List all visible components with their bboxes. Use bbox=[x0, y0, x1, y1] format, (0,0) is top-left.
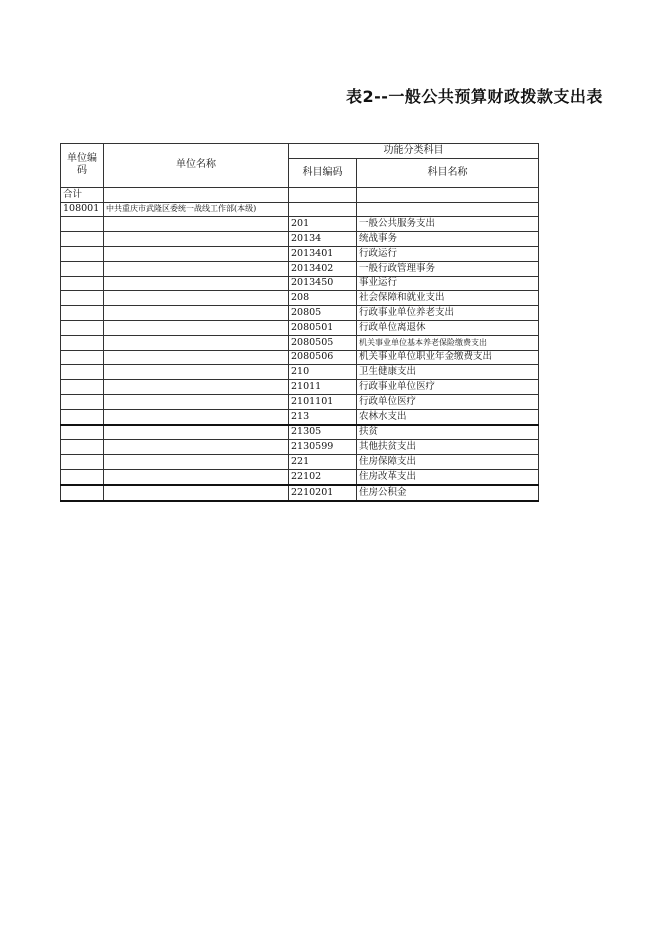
subject-name-cell: 住房公积金 bbox=[357, 485, 539, 501]
subject-code-cell: 2080505 bbox=[289, 335, 357, 350]
unit-code-cell: 108001 bbox=[61, 202, 104, 217]
table-row bbox=[61, 335, 539, 350]
unit-row bbox=[61, 202, 539, 217]
subject-code-header: 科目编码 bbox=[289, 158, 357, 187]
subject-code-cell: 210 bbox=[289, 365, 357, 380]
unit-name-cell: 中共重庆市武隆区委统一战线工作部(本级) bbox=[104, 202, 289, 217]
subject-name-cell: 一般公共服务支出 bbox=[357, 217, 539, 232]
subject-code-cell: 2210201 bbox=[289, 485, 357, 501]
table-row bbox=[61, 469, 539, 484]
subject-name-cell: 住房改革支出 bbox=[357, 469, 539, 484]
table-row bbox=[61, 261, 539, 276]
subject-name-cell: 扶贫 bbox=[357, 425, 539, 440]
table-row bbox=[61, 217, 539, 232]
subject-name-cell: 卫生健康支出 bbox=[357, 365, 539, 380]
subject-name-cell: 行政运行 bbox=[357, 246, 539, 261]
subject-code-cell: 2013450 bbox=[289, 276, 357, 291]
table-row bbox=[61, 232, 539, 247]
subject-code-cell: 20805 bbox=[289, 306, 357, 321]
subject-name-cell: 一般行政管理事务 bbox=[357, 261, 539, 276]
subject-code-cell: 201 bbox=[289, 217, 357, 232]
table-row bbox=[61, 306, 539, 321]
subject-name-cell: 行政事业单位医疗 bbox=[357, 380, 539, 395]
subject-code-cell: 221 bbox=[289, 455, 357, 470]
subject-name-cell: 农林水支出 bbox=[357, 409, 539, 424]
table-row bbox=[61, 276, 539, 291]
subject-code-cell: 2013402 bbox=[289, 261, 357, 276]
subject-name-cell: 机关事业单位基本养老保险缴费支出 bbox=[357, 335, 539, 350]
subject-code-cell: 20134 bbox=[289, 232, 357, 247]
total-row bbox=[61, 187, 539, 202]
table-row bbox=[61, 409, 539, 424]
subject-name-cell: 其他扶贫支出 bbox=[357, 440, 539, 455]
table-row bbox=[61, 246, 539, 261]
header-row-1 bbox=[61, 144, 539, 159]
table-row bbox=[61, 455, 539, 470]
table-row bbox=[61, 320, 539, 335]
subject-name-cell: 事业运行 bbox=[357, 276, 539, 291]
page-title: 表2--一般公共预算财政拨款支出表 bbox=[346, 87, 603, 106]
subject-name-cell: 行政单位医疗 bbox=[357, 394, 539, 409]
table-row bbox=[61, 425, 539, 440]
table-row bbox=[61, 365, 539, 380]
subject-code-cell: 2013401 bbox=[289, 246, 357, 261]
subject-code-cell: 2080506 bbox=[289, 350, 357, 365]
subject-code-cell: 2130599 bbox=[289, 440, 357, 455]
subject-name-cell: 住房保障支出 bbox=[357, 455, 539, 470]
table-row bbox=[61, 291, 539, 306]
subject-name-cell: 机关事业单位职业年金缴费支出 bbox=[357, 350, 539, 365]
func-class-header: 功能分类科目 bbox=[289, 144, 539, 159]
subject-code-cell: 2080501 bbox=[289, 320, 357, 335]
subject-code-cell: 2101101 bbox=[289, 394, 357, 409]
table-row bbox=[61, 380, 539, 395]
unit-code-header: 单位编码 bbox=[61, 144, 104, 188]
table-row bbox=[61, 394, 539, 409]
subject-name-header: 科目名称 bbox=[357, 158, 539, 187]
total-label: 合计 bbox=[61, 187, 104, 202]
subject-name-cell: 行政事业单位养老支出 bbox=[357, 306, 539, 321]
table-row bbox=[61, 485, 539, 501]
subject-code-cell: 21305 bbox=[289, 425, 357, 440]
subject-code-cell: 21011 bbox=[289, 380, 357, 395]
subject-code-cell: 208 bbox=[289, 291, 357, 306]
subject-name-cell: 社会保障和就业支出 bbox=[357, 291, 539, 306]
table-row bbox=[61, 440, 539, 455]
expenditure-table bbox=[60, 143, 539, 502]
subject-code-cell: 22102 bbox=[289, 469, 357, 484]
subject-code-cell: 213 bbox=[289, 409, 357, 424]
unit-name-header: 单位名称 bbox=[104, 144, 289, 188]
table-row bbox=[61, 350, 539, 365]
subject-name-cell: 统战事务 bbox=[357, 232, 539, 247]
subject-name-cell: 行政单位离退休 bbox=[357, 320, 539, 335]
